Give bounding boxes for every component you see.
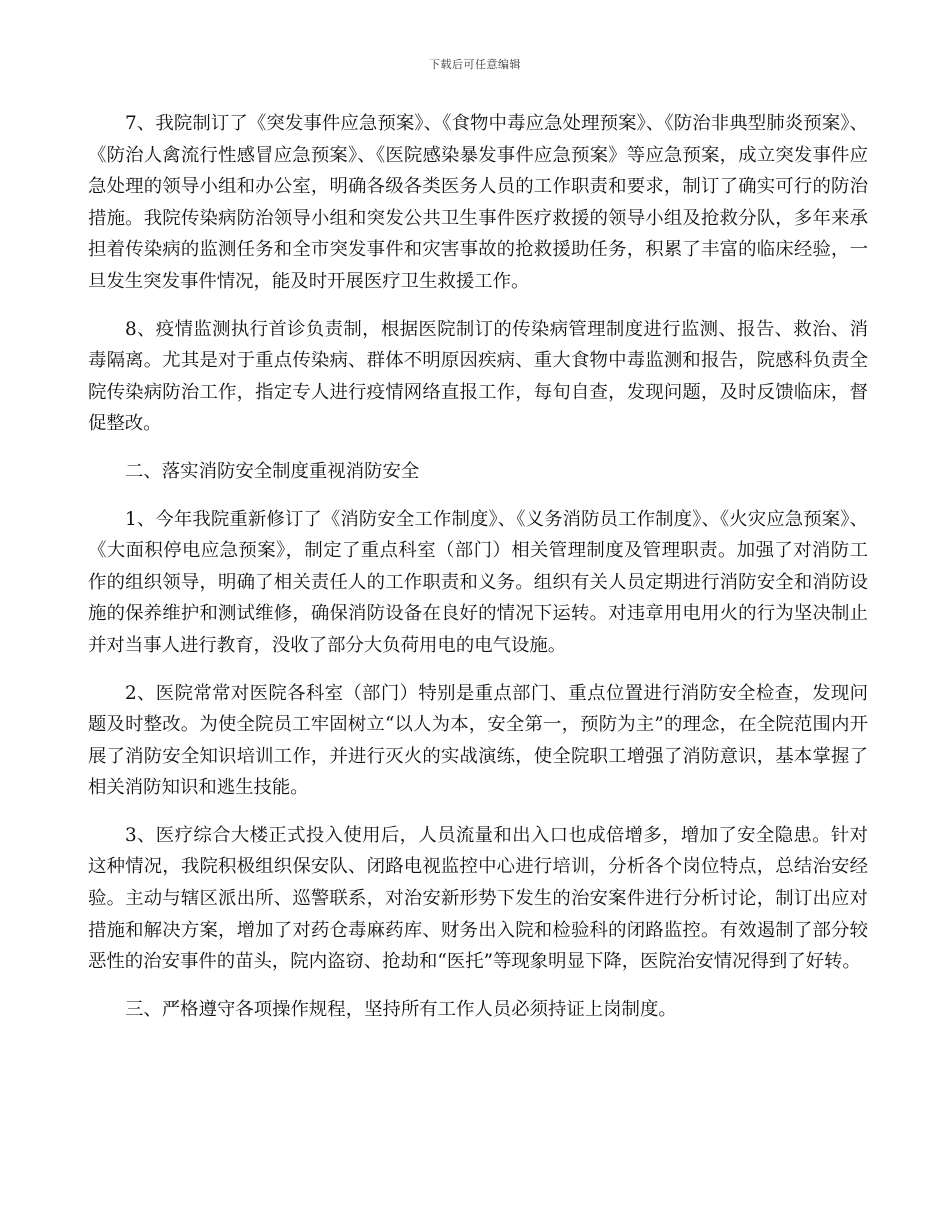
section-heading-operating-rules: 三、严格遵守各项操作规程，坚持所有工作人员必须持证上岗制度。 bbox=[125, 998, 677, 1020]
paragraph-fire-item-2: 2、医院常常对医院各科室（部门）特别是重点部门、重点位置进行消防安全检查，发现问题及时整改。为使全院员工牢固树立“以人为本，安全第一，预防为主”的理念，在全院范围内开展了消防安全知识培训工作，并进行灭火的实战演练，使全院职工增强了消防意识，基本掌握了相关消防知识和逃生技能。 bbox=[88, 682, 868, 799]
paragraph-item-8: 8、疫情监测执行首诊负责制，根据医院制订的传染病管理制度进行监测、报告、救治、消毒隔离。尤其是对于重点传染病、群体不明原因疾病、重大食物中毒监测和报告，院感科负责全院传染病防治工作，指定专人进行疫情网络直报工作，每旬自查，发现问题，及时反馈临床，督促整改。 bbox=[88, 318, 868, 435]
paragraph-fire-item-3: 3、医疗综合大楼正式投入使用后，人员流量和出入口也成倍增多，增加了安全隐患。针对这种情况，我院积极组织保安队、闭路电视监控中心进行培训，分析各个岗位特点，总结治安经验。主动与辖区派出所、巡警联系，对治安新形势下发生的治安案件进行分析讨论，制订出应对措施和解决方案，增加了对药仓毒麻药库、财务出入院和检验科的闭路监控。有效遏制了部分较恶性的治安事件的苗头，院内盗窃、抢劫和“医托”等现象明显下降，医院治安情况得到了好转。 bbox=[88, 824, 868, 973]
paragraph-fire-item-1: 1、今年我院重新修订了《消防安全工作制度》、《义务消防员工作制度》、《火灾应急预案》、《大面积停电应急预案》，制定了重点科室（部门）相关管理制度及管理职责。加强了对消防工作的组织领导，明确了相关责任人的工作职责和义务。组织有关人员定期进行消防安全和消防设施的保养维护和测试维修，确保消防设备在良好的情况下运转。对违章用电用火的行为坚决制止并对当事人进行教育，没收了部分大负荷用电的电气设施。 bbox=[88, 508, 868, 656]
document-body bbox=[88, 108, 868, 1041]
page-header-note: 下载后可任意编辑 bbox=[429, 58, 521, 71]
paragraph-item-7: 7、我院制订了《突发事件应急预案》、《食物中毒应急处理预案》、《防治非典型肺炎预案》、《防治人禽流行性感冒应急预案》、《医院感染暴发事件应急预案》等应急预案，成立突发事件应急处理的领导小组和办公室，明确各级各类医务人员的工作职责和要求，制订了确实可行的防治措施。我院传染病防治领导小组和突发公共卫生事件医疗救援的领导小组及抢救分队，多年来承担着传染病的监测任务和全市突发事件和灾害事故的抢救援助任务，积累了丰富的临床经验，一旦发生突发事件情况，能及时开展医疗卫生救援工作。 bbox=[88, 113, 868, 292]
section-heading-fire-safety: 二、落实消防安全制度重视消防安全 bbox=[125, 460, 420, 482]
